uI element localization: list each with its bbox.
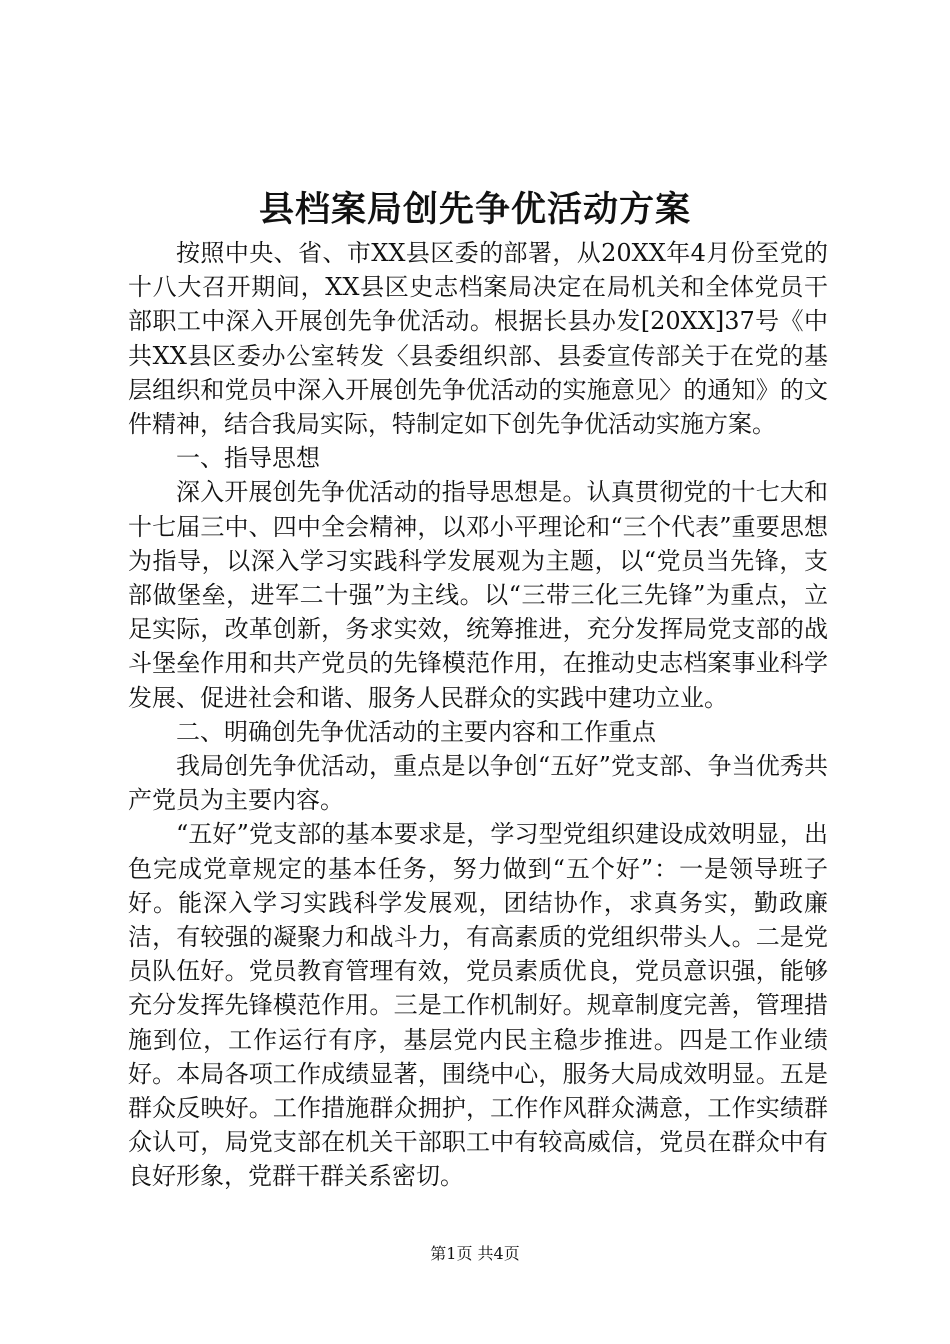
- section-heading-main-content: 二、明确创先争优活动的主要内容和工作重点: [176, 717, 656, 746]
- paragraph-five-good-requirements: “五好”党支部的基本要求是，学习型党组织建设成效明显，出色完成党章规定的基本任务，努力做到“五个好”：一是领导班子好。能深入学习实践科学发展观，团结协作，求真务实，勤政廉洁，有较强的凝聚力和战斗力，有高素质的党组织带头人。二是党员队伍好。党员教育管理有效，党员素质优良，党员意识强，能够充分发挥先锋模范作用。三是工作机制好。规章制度完善，管理措施到位，工作运行有序，基层党内民主稳步推进。四是工作业绩好。本局各项工作成绩显著，围绕中心，服务大局成效明显。五是群众反映好。工作措施群众拥护，工作作风群众满意，工作实绩群众认可，局党支部在机关干部职工中有较高威信，党员在群众中有良好形象，党群干群关系密切。: [128, 820, 828, 1191]
- paragraph-intro: 按照中央、省、市XX县区委的部署，从20XX年4月份至党的十八大召开期间，XX县区史志档案局决定在局机关和全体党员干部职工中深入开展创先争优活动。根据长县办发[20XX]37号《中共XX县区委办公室转发〈县委组织部、县委宣传部关于在党的基层组织和党员中深入开展创先争优活动的实施意见〉的通知》的文件精神，结合我局实际，特制定如下创先争优活动实施方案。: [128, 239, 828, 439]
- document-title: 县档案局创先争优活动方案: [258, 189, 691, 230]
- paragraph-main-content: 我局创先争优活动，重点是以争创“五好”党支部、争当优秀共产党员为主要内容。: [128, 752, 828, 815]
- paragraph-guiding-thought: 深入开展创先争优活动的指导思想是。认真贯彻党的十七大和十七届三中、四中全会精神，以邓小平理论和“三个代表”重要思想为指导，以深入学习实践科学发展观为主题，以“党员当先锋，支部做堡垒，进军二十强”为主线。以“三带三化三先锋”为重点，立足实际，改革创新，务求实效，统筹推进，充分发挥局党支部的战斗堡垒作用和共产党员的先锋模范作用，在推动史志档案事业科学发展、促进社会和谐、服务人民群众的实践中建功立业。: [128, 478, 828, 712]
- section-heading-guiding-thought: 一、指导思想: [176, 444, 320, 473]
- document-body: [128, 236, 828, 1194]
- page-number-footer: 第1页 共4页: [430, 1244, 520, 1263]
